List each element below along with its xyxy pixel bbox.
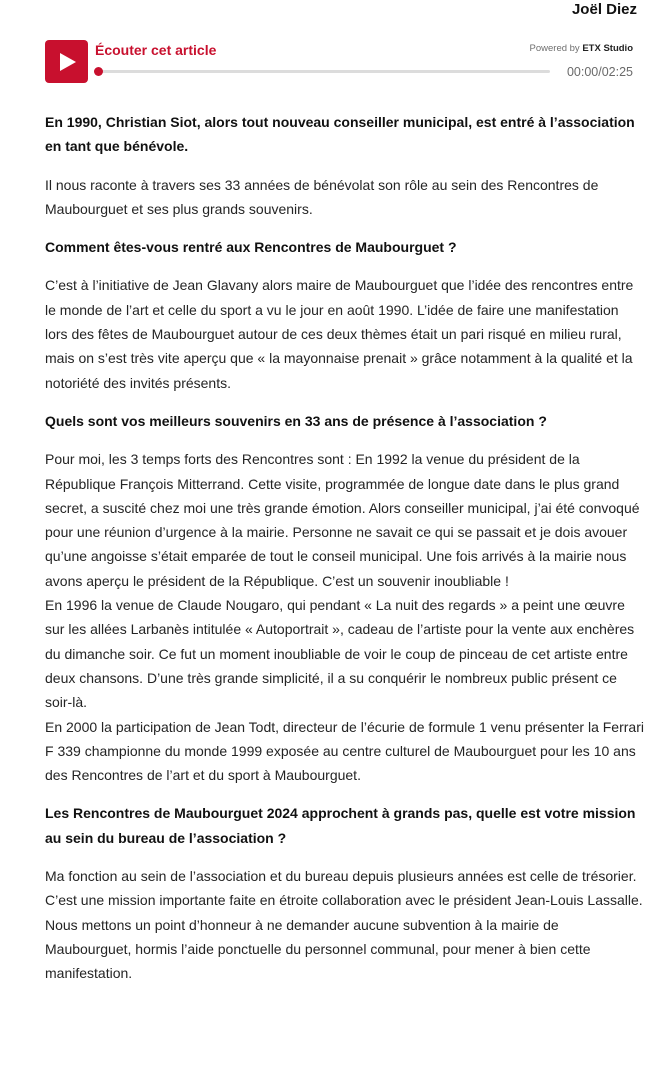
listen-label[interactable]: Écouter cet article [95,42,217,58]
article-lead: En 1990, Christian Siot, alors tout nouveau conseiller municipal, est entré à l’association en tant que bénévole. [45,114,635,155]
powered-by-prefix: Powered by [529,43,580,54]
author-name: Joël Diez [571,1,637,18]
audio-player [45,40,635,85]
answer-2-part-3: En 2000 la participation de Jean Todt, directeur de l’écurie de formule 1 venu présenter la Ferrari F 339 championne du monde 1999 exposée au centre culturel de Maubourguet pour les 10 ans des Rencontres de l’art et du sport à Maubourguet. [45,718,644,784]
question-3: Les Rencontres de Maubourguet 2024 approchent à grands pas, quelle est votre mission au sein du bureau de l’association ? [45,805,636,846]
answer-2-part-1: Pour moi, les 3 temps forts des Rencontres sont : En 1992 la venue du président de la République François Mitterrand. Cette visite, programmée de longue date dans le plus grand secret, a suscité chez moi une très grande émotion. Alors conseiller municipal, j’ai été convoqué pour une réunion d’urgence à la mairie. Personne ne savait ce qui se passait et je dois avouer qu’une angoisse s’était emparée de tout le conseil municipal. Une fois arrivés à la mairie nous avons aperçu le président de la République. C’est un souvenir inoubliable ! [45,451,640,589]
progress-track[interactable] [98,70,550,73]
play-button[interactable] [45,40,88,83]
answer-2-part-2: En 1996 la venue de Claude Nougaro, qui pendant « La nuit des regards » a peint une œuvre sur les allées Larbanès intitulée « Autoportrait », cadeau de l’artiste pour la vente aux enchères du dimanche soir. Ce fut un moment inoubliable de voir le coup de pinceau de cet artiste entre deux chansons. D’une très grande simplicité, il a su conquérir le nombreux public présent ce soir-là. [45,597,635,711]
powered-by-brand: ETX Studio [582,43,633,54]
article-body [45,110,645,1000]
powered-by [530,43,633,54]
question-1: Comment êtes-vous rentré aux Rencontres de Maubourguet ? [45,239,457,256]
answer-2 [45,447,645,787]
time-display: 00:00/02:25 [566,65,633,79]
question-2: Quels sont vos meilleurs souvenirs en 33 ans de présence à l’association ? [45,412,547,429]
play-icon [56,51,78,73]
answer-3: Ma fonction au sein de l’association et du bureau depuis plusieurs années est celle de trésorier. C’est une mission importante faite en étroite collaboration avec le président Jean-Louis Lassalle. Nous mettons un point d’honneur à ne demander aucune subvention à la mairie de Maubourguet, hormis l’aide ponctuelle du personnel communal, pour mener à bien cette manifestation. [45,868,643,982]
answer-1: C’est à l’initiative de Jean Glavany alors maire de Maubourguet que l’idée des rencontres entre le monde de l’art et celle du sport a vu le jour en août 1990. L’idée de faire une manifestation lors des fêtes de Maubourguet autour de ces deux thèmes était un pari risqué en milieu rural, mais on s’est très vite aperçu que « la mayonnaise prenait » grâce notamment à la qualité et la notoriété des invités présents. [45,277,634,391]
article-intro: Il nous raconte à travers ses 33 années de bénévolat son rôle au sein des Rencontres de Maubourguet et ses plus grands souvenirs. [45,176,599,217]
progress-knob[interactable] [94,67,103,76]
